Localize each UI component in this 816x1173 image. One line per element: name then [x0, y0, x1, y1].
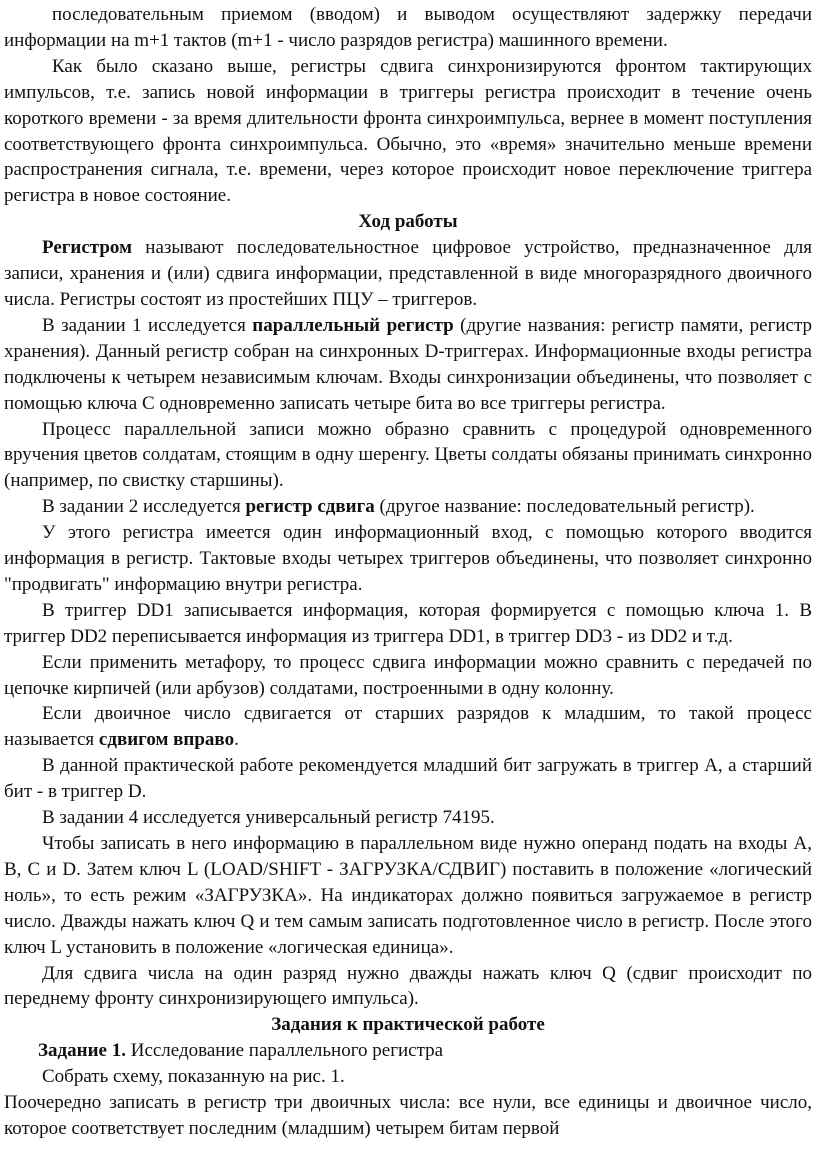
text-run: Поочередно записать в регистр три двоичных числа: все нули, все единицы и двоичное число, которое соответствует последним (младшим) четырем битам первой	[4, 1092, 812, 1139]
text-run: В триггер DD1 записывается информация, которая формируется с помощью ключа 1. В триггер DD2 переписывается информация из триггера DD1, в триггер DD3 - из DD2 и т.д.	[4, 599, 812, 647]
text-run: последовательным приемом (вводом) и выводом осуществляют задержку передачи информации на m+1 тактов (m+1 - число разрядов регистра) машинного времени.	[4, 4, 812, 51]
text-run: В данной практической работе рекомендуется младший бит загружать в триггер А, а старший бит - в триггер D.	[4, 755, 812, 803]
text-run: В задании 1 исследуется	[42, 314, 253, 336]
paragraph	[4, 961, 812, 1013]
paragraph	[4, 54, 812, 209]
paragraph	[4, 1038, 812, 1064]
paragraph	[4, 1090, 812, 1142]
paragraph	[4, 831, 812, 961]
text-run: (другое название: последовательный регистр).	[374, 496, 755, 518]
text-run: Если двоичное число сдвигается от старших разрядов к младшим, то такой процесс называется	[4, 703, 812, 751]
paragraph	[4, 2, 812, 54]
paragraph	[4, 1064, 812, 1090]
bold-term: сдвигом вправо	[98, 729, 235, 751]
paragraph	[4, 805, 812, 831]
paragraph	[4, 753, 812, 805]
paragraph	[4, 494, 812, 520]
text-run: Если применить метафору, то процесс сдвига информации можно сравнить с передачей по цепочке кирпичей (или арбузов) солдатами, построенными в одну колонну.	[4, 651, 812, 699]
bold-term: регистр сдвига	[245, 496, 375, 518]
paragraph	[4, 650, 812, 702]
text-run: (другие названия: регистр памяти, регистр хранения). Данный регистр собран на синхронных D-триггерах. Информационные входы регистра подключены к четырем независимым ключам. Входы синхронизации объединены, что позволяет с помощью ключа С одновременно записать четыре бита во все триггеры регистра.	[4, 314, 812, 414]
text-run: Исследование параллельного регистра	[125, 1040, 444, 1062]
text-run: Задания к практической работе	[271, 1014, 545, 1036]
text-run: .	[234, 729, 239, 751]
section-heading	[4, 1012, 812, 1038]
paragraph	[4, 520, 812, 598]
text-run: Для сдвига числа на один разряд нужно дважды нажать ключ Q (сдвиг происходит по переднему фронту синхронизирующего импульса).	[4, 962, 812, 1010]
text-run: называют последовательностное цифровое устройство, предназначенное для записи, хранения и (или) сдвига информации, представленной в виде многоразрядного двоичного числа. Регистры состоят из простейших ПЦУ – триггеров.	[4, 237, 812, 310]
text-run: Собрать схему, показанную на рис. 1.	[42, 1066, 345, 1088]
bold-term: параллельный регистр	[252, 314, 454, 336]
text-run: Процесс параллельной записи можно образно сравнить с процедурой одновременного вручения цветов солдатам, стоящим в одну шеренгу. Цветы солдаты обязаны принимать синхронно (например, по свистку старшины).	[4, 418, 812, 492]
text-run: Чтобы записать в него информацию в параллельном виде нужно операнд подать на входы A, B, C и D. Затем ключ L (LOAD/SHIFT - ЗАГРУЗКА/СДВИГ) поставить в положение «логический ноль», то есть режим «ЗАГРУЗКА». На индикаторах должно появиться загружаемое в регистр число. Дважды нажать ключ Q и тем самым записать подготовленное число в регистр. После этого ключ L установить в положение «логическая единица».	[4, 833, 812, 958]
section-heading	[4, 209, 812, 235]
text-run: У этого регистра имеется один информационный вход, с помощью которого вводится информация в регистр. Тактовые входы четырех триггеров объединены, что позволяет синхронно "продвигать" информацию внутри регистра.	[4, 522, 812, 595]
paragraph	[4, 417, 812, 495]
paragraph	[4, 235, 812, 313]
paragraph	[4, 313, 812, 417]
bold-term: Задание 1.	[38, 1040, 126, 1062]
text-run: В задании 2 исследуется	[42, 496, 246, 518]
text-run: В задании 4 исследуется универсальный регистр 74195.	[42, 807, 495, 829]
text-run: Ход работы	[358, 211, 458, 233]
text-run: Как было сказано выше, регистры сдвига синхронизируются фронтом тактирующих импульсов, т.е. запись новой информации в триггеры регистра происходит в течение очень короткого времени - за время длительности фронта синхроимпульса, вернее в момент поступления соответствующего фронта синхроимпульса. Обычно, это «время» значительно меньше времени распространения сигнала, т.е. времени, через которое происходит новое переключение триггера регистра в новое состояние.	[4, 55, 812, 207]
bold-term: Регистром	[42, 237, 133, 259]
paragraph	[4, 598, 812, 650]
paragraph	[4, 701, 812, 753]
